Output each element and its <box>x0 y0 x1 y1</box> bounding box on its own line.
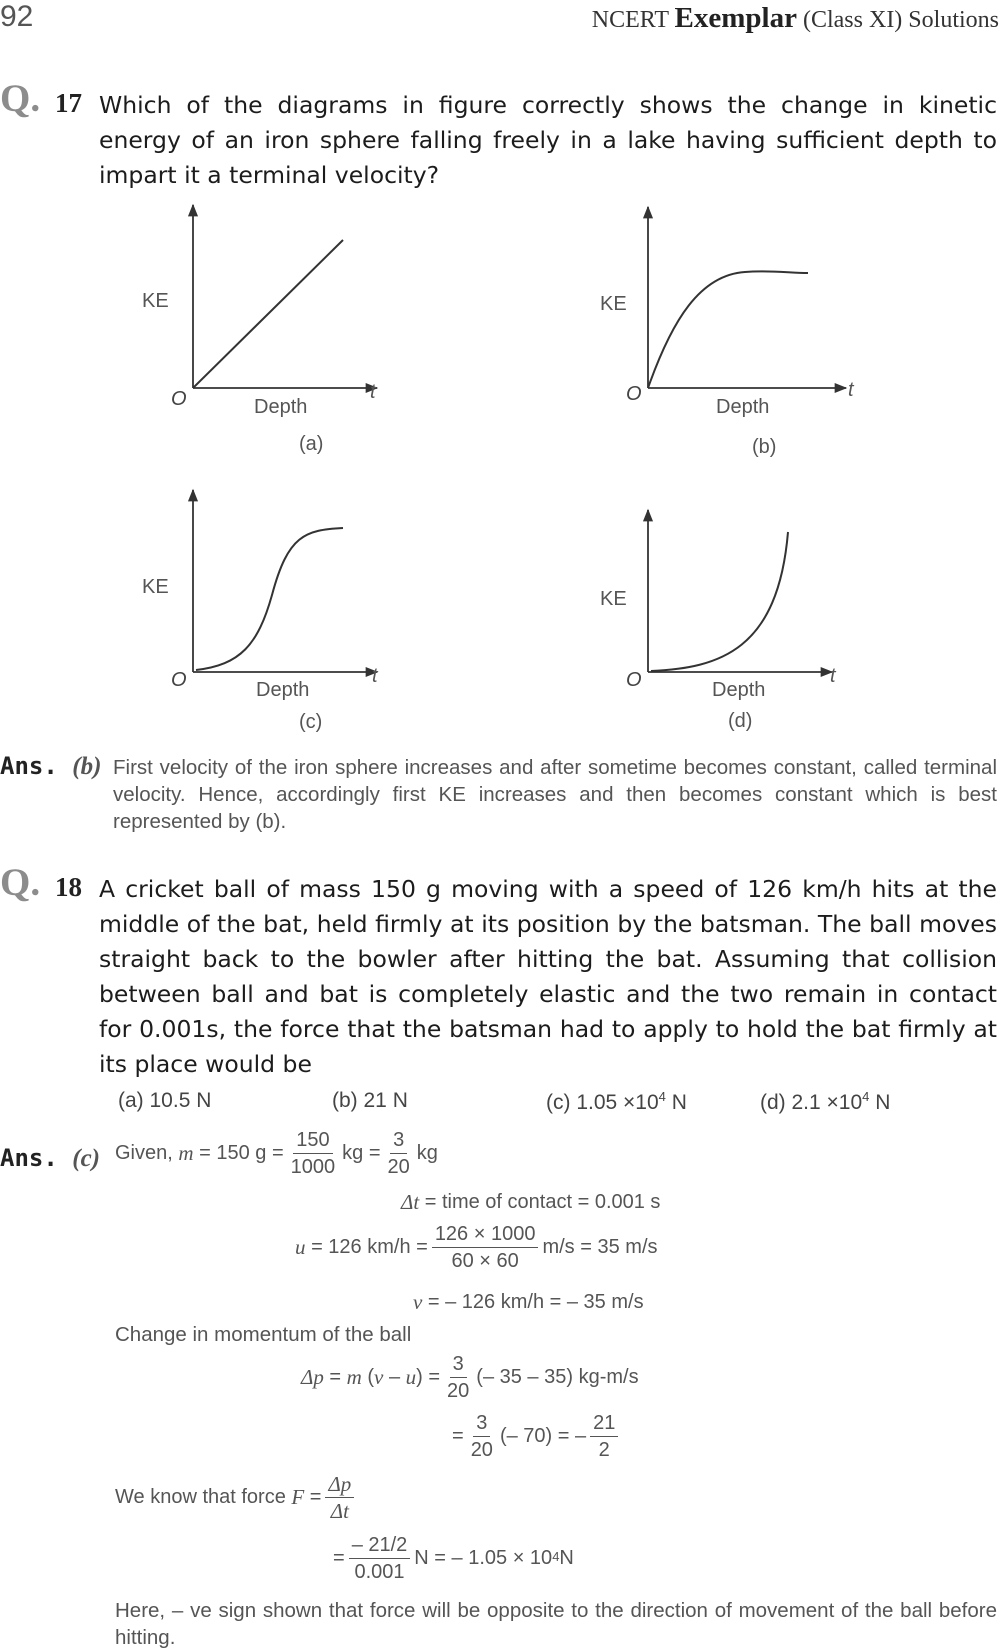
option-c <box>546 1089 687 1115</box>
graph-b-origin: O <box>626 383 642 405</box>
m-eq1: = 150 g = <box>199 1142 284 1164</box>
graph-d-origin: O <box>626 669 642 691</box>
dp-v: v <box>374 1365 384 1389</box>
m-unit: kg <box>416 1142 438 1164</box>
answer-18-option: (c) <box>72 1145 100 1172</box>
question-18-number: 18 <box>55 872 82 902</box>
dp-f-den: 20 <box>447 1380 470 1402</box>
option-b: (b) 21 N <box>332 1089 408 1112</box>
page-number: 92 <box>0 0 34 33</box>
m-f2-den: 20 <box>387 1156 410 1178</box>
graph-b <box>600 207 855 458</box>
force-note: Here, – ve sign shown that force will be opposite to the direction of movement of the ball before hitting. <box>115 1599 997 1649</box>
momentum-heading: Change in momentum of the ball <box>115 1323 412 1346</box>
graph-c-curve <box>196 528 343 670</box>
running-head-bold: Exemplar <box>674 2 797 34</box>
graph-d-x-arrow: t <box>830 665 836 687</box>
option-c-exp: 4 <box>658 1089 666 1104</box>
answer-17-text: First velocity of the iron sphere increases and after sometime becomes constant, called terminal velocity. Hence, accordingly first KE increases and then becomes constant which is best represented by (b). <box>113 756 997 833</box>
dp-minus: – <box>388 1366 401 1388</box>
running-head <box>592 2 999 35</box>
graph-d-caption: (d) <box>728 710 753 732</box>
running-head-pre: NCERT <box>591 7 669 33</box>
m-eq2: kg = <box>342 1142 381 1164</box>
eq-force <box>115 1472 358 1523</box>
v-rest: = – 126 km/h = – 35 m/s <box>427 1291 644 1313</box>
graph-a-x-label: Depth <box>254 396 308 418</box>
question-17-text: Which of the diagrams in figure correctly shows the change in kinetic energy of an iron sphere falling freely in a lake having sufficient depth to impart it a terminal velocity? <box>99 91 997 189</box>
dp-open: ( <box>367 1366 375 1388</box>
eq-mass <box>115 1128 438 1179</box>
f2-pre: N = – 1.05 × 10 <box>414 1547 553 1569</box>
force-fraction <box>325 1472 354 1523</box>
option-c-base: (c) 1.05 ×10 <box>546 1091 659 1114</box>
graph-a-curve <box>193 240 343 388</box>
f2-eq: = <box>333 1547 345 1569</box>
graph-d <box>600 510 837 732</box>
u-rest: m/s = 35 m/s <box>542 1236 658 1258</box>
f2-exp: 4 <box>552 1549 560 1564</box>
graph-c-origin: O <box>171 669 187 691</box>
graph-b-y-label: KE <box>600 293 627 315</box>
dt-rest: = time of contact = 0.001 s <box>424 1191 661 1213</box>
graph-b-caption: (b) <box>752 436 777 458</box>
given-word: Given, <box>115 1142 173 1164</box>
dp2-fraction <box>468 1411 496 1462</box>
graph-a <box>142 205 377 455</box>
graph-b-curve <box>648 271 808 388</box>
graph-a-x-arrow: t <box>370 381 376 403</box>
eq-u <box>295 1222 658 1273</box>
dp-m: m <box>346 1365 362 1389</box>
dp-close: ) = <box>416 1366 441 1388</box>
option-c-unit: N <box>665 1091 687 1114</box>
m-f1-den: 1000 <box>290 1156 336 1178</box>
graph-c-y-label: KE <box>142 576 169 598</box>
v-symbol: v <box>413 1290 423 1314</box>
force-pre: We know that force <box>115 1486 286 1508</box>
answer-17-label <box>0 752 101 781</box>
force-f-num: Δp <box>325 1472 354 1498</box>
graph-a-origin: O <box>171 388 187 410</box>
u-eq: = 126 km/h = <box>311 1236 428 1258</box>
u-f-num: 126 × 1000 <box>432 1222 539 1248</box>
answer-17-option: (b) <box>72 753 102 780</box>
option-d <box>760 1089 890 1115</box>
eq-dp-2 <box>452 1411 622 1462</box>
dp-rest: (– 35 – 35) kg-m/s <box>476 1366 639 1388</box>
running-head-post: (Class XI) Solutions <box>802 7 999 33</box>
dp2-r-num: 21 <box>590 1411 618 1437</box>
graph-c-x-arrow: t <box>372 665 378 687</box>
dp2-r-den: 2 <box>598 1439 610 1461</box>
option-d-base: (d) 2.1 ×10 <box>760 1091 863 1114</box>
eq-force-2 <box>333 1533 574 1584</box>
graph-d-x-label: Depth <box>712 679 766 701</box>
dp-f-num: 3 <box>450 1352 467 1378</box>
graph-b-x-label: Depth <box>716 396 770 418</box>
u-symbol: u <box>295 1235 306 1259</box>
option-a: (a) 10.5 N <box>118 1089 212 1112</box>
m-fraction-2 <box>385 1128 413 1179</box>
graph-a-caption: (a) <box>299 433 324 455</box>
eq-dp <box>301 1352 639 1403</box>
dp2-eq: = <box>452 1425 464 1447</box>
m-f2-num: 3 <box>390 1128 407 1154</box>
question-17-number: 17 <box>55 88 82 118</box>
graph-a-y-label: KE <box>142 290 169 312</box>
f2-den: 0.001 <box>354 1561 405 1583</box>
f2-post: N <box>559 1547 574 1569</box>
dp2-result-fraction <box>590 1411 618 1462</box>
graph-c <box>142 490 379 733</box>
option-d-exp: 4 <box>862 1089 870 1104</box>
question-17-marker: Q. <box>0 77 41 120</box>
graph-d-y-label: KE <box>600 588 627 610</box>
graph-c-caption: (c) <box>299 711 323 733</box>
answer-17-word: Ans. <box>0 752 58 780</box>
dp-eq: = <box>329 1366 342 1388</box>
m-fraction-1 <box>288 1128 339 1179</box>
dt-symbol: Δt <box>401 1190 420 1214</box>
m-symbol: m <box>178 1141 194 1165</box>
graph-d-curve <box>651 532 788 671</box>
graph-b-x-arrow: t <box>848 379 854 401</box>
eq-v <box>413 1290 644 1315</box>
dp-symbol: Δp <box>301 1365 324 1389</box>
answer-18-label <box>0 1144 100 1173</box>
question-18-marker: Q. <box>0 861 41 904</box>
force-symbol: F <box>291 1485 305 1509</box>
eq-delta-t <box>401 1190 660 1215</box>
graphs-figure <box>0 200 999 733</box>
force-f-den: Δt <box>330 1499 349 1523</box>
dp-u: u <box>405 1365 417 1389</box>
dp2-f-den: 20 <box>470 1439 493 1461</box>
dp-fraction <box>444 1352 472 1403</box>
m-f1-num: 150 <box>293 1128 332 1154</box>
answer-18-word: Ans. <box>0 1144 58 1172</box>
dp2-mid: (– 70) = – <box>499 1425 587 1447</box>
f2-num: – 21/2 <box>349 1533 411 1559</box>
u-f-den: 60 × 60 <box>451 1250 519 1272</box>
u-fraction <box>432 1222 539 1273</box>
option-d-unit: N <box>869 1091 891 1114</box>
force-eq: = <box>309 1486 322 1508</box>
graph-c-x-label: Depth <box>256 679 310 701</box>
f2-fraction <box>349 1533 411 1584</box>
question-18-text: A cricket ball of mass 150 g moving with a speed of 126 km/h hits at the middle of the bat, held firmly at its position by the batsman. The ball moves straight back to the bowler after hitting the bat. Assuming that collision between ball and bat is completely elastic and the two remain in contact for 0.001s, the force that the batsman had to apply to hold the bat firmly at its place would be <box>99 875 997 1078</box>
dp2-f-num: 3 <box>473 1411 490 1437</box>
